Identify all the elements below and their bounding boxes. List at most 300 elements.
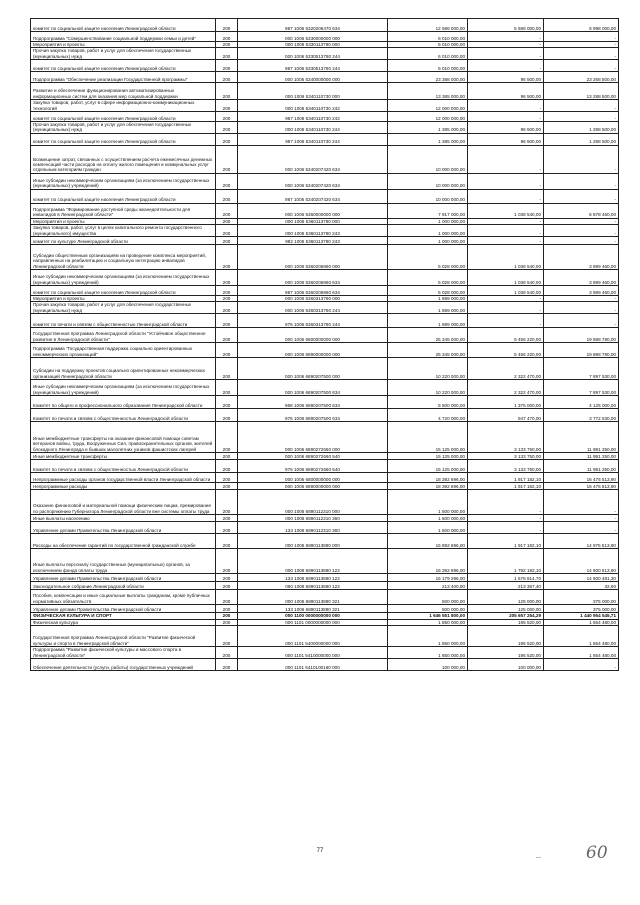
table-row	[31, 83, 619, 100]
cell-c: -	[544, 225, 619, 237]
cell-a: 6 010 000,00	[388, 32, 468, 42]
cell-c: 375 000,00	[544, 590, 619, 605]
cell-name: Подпрограмма "Формирование доступной среды жизнедеятельности для инвалидов в Ленинградской области"	[31, 203, 216, 218]
cell-code: 200	[216, 590, 238, 605]
cell-a: 16 892 696,00	[388, 534, 468, 549]
cell-c: -	[544, 173, 619, 189]
cell-a: 5 500 000,00	[388, 396, 468, 409]
cell-name: Управление делами Правительства Ленинградской области	[31, 522, 216, 534]
cell-b: 1 792 182,10	[468, 549, 544, 574]
cell-kbk: 000 1006 5360000000 000	[238, 203, 388, 218]
cell-code: 200	[216, 32, 238, 42]
cell-name: Комитет по печати и связям с общественностью Ленинградской области	[31, 409, 216, 422]
cell-name: Иные выплаты персоналу государственных (муниципальных) органов, за исключением фонда оплаты труда	[31, 549, 216, 574]
cell-a: 1 850 000,00	[388, 626, 468, 647]
cell-a: 500 000,00	[388, 590, 468, 605]
cell-a: 100 000,00	[388, 659, 468, 671]
cell-kbk: 000 1006 5360206860 000	[238, 245, 388, 270]
cell-a: 1 850 000,00	[388, 619, 468, 625]
cell-code: 200	[216, 515, 238, 522]
cell-name: комитет по социальной защите населения Ленинградской области	[31, 286, 216, 296]
cell-name: комитет по социальной защите населения Ленинградской области	[31, 112, 216, 122]
cell-kbk: 976 1006 6890207500 634	[238, 409, 388, 422]
cell-name: Обеспечение деятельности (услуги, работы) государственных учреждений	[31, 659, 216, 671]
cell-b: 96 500,00	[468, 133, 544, 145]
cell-b: 1 578 814,70	[468, 574, 544, 582]
cell-c: 11 991 250,00	[544, 460, 619, 473]
cell-c: 3 989 460,00	[544, 245, 619, 270]
cell-c: 32,60	[544, 582, 619, 590]
cell-code: 200	[216, 42, 238, 48]
cell-kbk: 987 1006 5340110730 244	[238, 133, 388, 145]
cell-code: 200	[216, 483, 238, 490]
cell-code: 200	[216, 296, 238, 302]
cell-b: -	[468, 522, 544, 534]
cell-code: 200	[216, 343, 238, 358]
cell-code: 200	[216, 122, 238, 134]
table-row	[31, 328, 619, 343]
cell-name: Субсидии общественным организациям на проведение комплекса мероприятий, направленных на реабилитацию и социальную интеграцию инвалидов Ленинградской области	[31, 245, 216, 270]
cell-kbk: 000 1100 0000000000 000	[238, 613, 388, 619]
cell-code: 200	[216, 358, 238, 380]
cell-a: 16 179 296,00	[388, 574, 468, 582]
cell-c: 23 268 500,00	[544, 72, 619, 83]
budget-table	[30, 18, 619, 671]
cell-kbk: 987 1006 5340110730 242	[238, 112, 388, 122]
cell-code: 200	[216, 659, 238, 671]
cell-c: 3 989 460,00	[544, 270, 619, 286]
cell-a: 15 125 000,00	[388, 460, 468, 473]
cell-name: Развитие и обеспечение функционирования автоматизированных информационных систем для оказания мер социальной поддержки	[31, 83, 216, 100]
cell-b: 125 000,00	[468, 590, 544, 605]
cell-a: 25 345 000,00	[388, 328, 468, 343]
cell-b: 195 520,00	[468, 619, 544, 625]
cell-code: 200	[216, 582, 238, 590]
cell-a: 1 889 000,00	[388, 314, 468, 328]
cell-code: 200	[216, 522, 238, 534]
cell-a: 15 125 000,00	[388, 453, 468, 460]
cell-a: 7 917 000,00	[388, 203, 468, 218]
cell-kbk: 000 1006 5340000000 000	[238, 72, 388, 83]
cell-b: 195 520,00	[468, 647, 544, 659]
table-row	[31, 314, 619, 328]
cell-kbk: 982 1006 5360113780 243	[238, 237, 388, 245]
table-row	[31, 358, 619, 380]
cell-a: 1 889 000,00	[388, 296, 468, 302]
cell-a: 1 000 000,00	[388, 225, 468, 237]
cell-kbk: 000 1006 6890112310 000	[238, 490, 388, 515]
cell-b: 2 322 470,00	[468, 380, 544, 396]
table-row	[31, 483, 619, 490]
cell-b: 100 000,00	[468, 659, 544, 671]
cell-c: 11 991 250,00	[544, 422, 619, 453]
cell-c: -	[544, 189, 619, 203]
cell-code: 200	[216, 112, 238, 122]
cell-name: Возмещение затрат, связанных с осуществлением расчета ежемесячных денежных компенсаций части расходов на оплату жилого помещения и коммунальных услуг отдельным категориям граждан	[31, 145, 216, 173]
table-row	[31, 453, 619, 460]
cell-name: комитет по социальной защите населения Ленинградской области	[31, 133, 216, 145]
table-row	[31, 380, 619, 396]
cell-b: -	[468, 42, 544, 48]
cell-name: Оказание финансовой и материальной помощи физическим лицам, премирование по распоряжению Губернатора Ленинградской области вне системы оплаты труда	[31, 490, 216, 515]
cell-name: Мероприятия и проекты	[31, 296, 216, 302]
cell-c: -	[544, 314, 619, 328]
cell-a: 6 010 000,00	[388, 60, 468, 72]
cell-name: комитет по социальной защите населения Ленинградской области	[31, 19, 216, 32]
cell-b: 5 588 000,00	[468, 19, 544, 32]
cell-kbk: 133 1006 6890112310 360	[238, 522, 388, 534]
cell-b: 205 657 254,29	[468, 613, 544, 619]
cell-c: 14 975 513,90	[544, 534, 619, 549]
cell-kbk: 133 1006 6890113880 122	[238, 574, 388, 582]
table-row	[31, 100, 619, 112]
cell-name: Иные выплаты населению	[31, 515, 216, 522]
cell-kbk: 060 1006 6890113880 122	[238, 582, 388, 590]
cell-name: Комитет по печати и связям с общественностью Ленинградской области	[31, 460, 216, 473]
cell-code: 200	[216, 422, 238, 453]
cell-kbk: 000 1006 6800000000 000	[238, 473, 388, 483]
table-row	[31, 574, 619, 582]
cell-name: Прочая закупка товаров, работ и услуг для обеспечения государственных (муниципальных) нужд	[31, 48, 216, 60]
cell-c: -	[544, 145, 619, 173]
cell-name: Прочая закупка товаров, работ и услуг для обеспечения государственных (муниципальных) нужд	[31, 302, 216, 314]
cell-c: 19 888 780,00	[544, 343, 619, 358]
cell-name: комитет по социальной защите населения Ленинградской области	[31, 189, 216, 203]
table-row	[31, 302, 619, 314]
cell-kbk: 987 1006 5360206860 634	[238, 286, 388, 296]
cell-b: -	[468, 100, 544, 112]
cell-c: 14 600 481,30	[544, 574, 619, 582]
table-row	[31, 626, 619, 647]
cell-name: комитет по культуре Ленинградской области	[31, 237, 216, 245]
cell-name: Государственная программа Ленинградской области "Устойчивое общественное развитие в Ленинградской области"	[31, 328, 216, 343]
cell-c: 1 654 480,00	[544, 647, 619, 659]
cell-a: 1 500 000,00	[388, 515, 468, 522]
table-row	[31, 237, 619, 245]
cell-name: Пособия, компенсации и иные социальные выплаты гражданам, кроме публичных нормативных обязательств	[31, 590, 216, 605]
cell-a: 10 000 000,00	[388, 173, 468, 189]
cell-b: -	[468, 48, 544, 60]
cell-name: Иные межбюджетные трансферты на оказание финансовой помощи советам ветеранов войны, труда, Вооруженных Сил, правоохранительных органов, жителей блокадного Ленинграда и бывших малолетних узников фашистских лагерей	[31, 422, 216, 453]
cell-b: 96 500,00	[468, 122, 544, 134]
cell-name: Подпрограмма "Совершенствование социальной поддержки семьи и детей"	[31, 32, 216, 42]
cell-kbk: 000 1006 6890000000 000	[238, 343, 388, 358]
table-row	[31, 72, 619, 83]
table-row	[31, 549, 619, 574]
cell-c: 1 288 500,00	[544, 133, 619, 145]
cell-code: 200	[216, 173, 238, 189]
cell-code: 200	[216, 380, 238, 396]
cell-b: 1 917 182,10	[468, 473, 544, 483]
cell-c: 1 440 954 545,71	[544, 613, 619, 619]
table-row	[31, 582, 619, 590]
cell-name: Государственная программа Ленинградской области "Развитие физической культуры и спорта в Ленинградской области"	[31, 626, 216, 647]
cell-c: 16 475 513,90	[544, 483, 619, 490]
cell-kbk: 000 1006 6890272660 000	[238, 422, 388, 453]
cell-a: 1 385 000,00	[388, 133, 468, 145]
cell-a: 18 392 696,00	[388, 473, 468, 483]
table-row	[31, 490, 619, 515]
cell-name: Закупка товаров, работ, услуг в целях капитального ремонта государственного (муниципального) имущества	[31, 225, 216, 237]
cell-c: 13 288 500,00	[544, 83, 619, 100]
cell-name: комитет по печати и связям с общественностью Ленинградской области	[31, 314, 216, 328]
cell-kbk: 000 1006 5340110730 244	[238, 122, 388, 134]
table-row	[31, 60, 619, 72]
cell-a: 16 392 696,00	[388, 549, 468, 574]
cell-c: 7 897 530,00	[544, 380, 619, 396]
cell-code: 200	[216, 48, 238, 60]
cell-b: 947 470,00	[468, 409, 544, 422]
cell-b: 1 038 540,00	[468, 203, 544, 218]
cell-kbk: 987 1006 5340207420 634	[238, 189, 388, 203]
cell-b: -	[468, 32, 544, 42]
cell-code: 200	[216, 189, 238, 203]
cell-a: 1 646 551 800,00	[388, 613, 468, 619]
cell-b: -	[468, 314, 544, 328]
cell-code: 200	[216, 237, 238, 245]
cell-code: 200	[216, 83, 238, 100]
cell-b: 125 000,00	[468, 605, 544, 613]
cell-kbk: 987 1006 5330513780 244	[238, 60, 388, 72]
cell-a: 10 000 000,00	[388, 145, 468, 173]
cell-code: 200	[216, 605, 238, 613]
cell-kbk: 000 1006 5330113780 000	[238, 42, 388, 48]
cell-kbk: 987 1006 5320206470 634	[238, 19, 388, 32]
cell-name: Управление делами Правительства Ленинградской области	[31, 605, 216, 613]
cell-b: -	[468, 225, 544, 237]
table-row	[31, 122, 619, 134]
cell-name: Иные межбюджетные трансферты	[31, 453, 216, 460]
cell-code: 200	[216, 647, 238, 659]
cell-kbk: 000 1006 6890272660 540	[238, 453, 388, 460]
cell-a: 4 720 000,00	[388, 409, 468, 422]
cell-b: 213 367,40	[468, 582, 544, 590]
table-row	[31, 133, 619, 145]
cell-kbk: 133 1006 6890113880 321	[238, 605, 388, 613]
cell-name: Закупка товаров, работ, услуг в сфере информационно-коммуникационных технологий	[31, 100, 216, 112]
cell-kbk: 000 1006 5340207420 634	[238, 173, 388, 189]
cell-a: 1 889 000,00	[388, 302, 468, 314]
cell-c: -	[544, 659, 619, 671]
cell-name: Подпрограмма "Государственная поддержка социально ориентированных некоммерческих организаций"	[31, 343, 216, 358]
table-row	[31, 19, 619, 32]
cell-c: -	[544, 522, 619, 534]
cell-b: 3 133 750,00	[468, 422, 544, 453]
cell-b: 96 500,00	[468, 83, 544, 100]
cell-b: -	[468, 218, 544, 224]
cell-name: Иные субсидии некоммерческим организациям (за исключением государственных (муниципальных) учреждений)	[31, 173, 216, 189]
table-row	[31, 343, 619, 358]
cell-a: 18 392 696,00	[388, 483, 468, 490]
cell-code: 200	[216, 133, 238, 145]
cell-kbk: 976 1006 5360313780 244	[238, 314, 388, 328]
dash-mark: —	[536, 855, 541, 861]
cell-c: 4 125 000,00	[544, 396, 619, 409]
cell-kbk: 000 1006 5340207420 634	[238, 145, 388, 173]
table-row	[31, 422, 619, 453]
cell-c: -	[544, 42, 619, 48]
table-row	[31, 534, 619, 549]
cell-b: 5 456 220,00	[468, 343, 544, 358]
cell-code: 200	[216, 60, 238, 72]
cell-c: -	[544, 490, 619, 515]
cell-code: 200	[216, 534, 238, 549]
cell-c: 6 878 460,00	[544, 203, 619, 218]
cell-code: 200	[216, 490, 238, 515]
cell-code: 200	[216, 203, 238, 218]
cell-kbk: 000 1006 5360113780 000	[238, 218, 388, 224]
cell-c: -	[544, 32, 619, 42]
cell-b: 3 133 750,00	[468, 453, 544, 460]
table-row	[31, 647, 619, 659]
cell-a: 15 125 000,00	[388, 422, 468, 453]
cell-code: 200	[216, 328, 238, 343]
cell-a: 5 028 000,00	[388, 245, 468, 270]
cell-c: -	[544, 515, 619, 522]
report-sheet	[30, 18, 618, 671]
cell-a: 1 500 000,00	[388, 490, 468, 515]
table-row	[31, 32, 619, 42]
cell-code: 200	[216, 549, 238, 574]
table-row	[31, 270, 619, 286]
cell-code: 200	[216, 100, 238, 112]
cell-kbk: 000 1006 6890113880 000	[238, 534, 388, 549]
cell-c: 1 654 480,00	[544, 619, 619, 625]
cell-kbk: 000 1006 5360313780 000	[238, 296, 388, 302]
table-row	[31, 460, 619, 473]
cell-c: -	[544, 237, 619, 245]
cell-b: -	[468, 490, 544, 515]
cell-name: Субсидии на поддержку проектов социально ориентированных некоммерческих организаций Ленинградской области	[31, 358, 216, 380]
table-row	[31, 112, 619, 122]
cell-name: Непрограммные расходы	[31, 483, 216, 490]
cell-kbk: 000 1101 5410100160 000	[238, 659, 388, 671]
cell-code: 200	[216, 286, 238, 296]
cell-b: -	[468, 189, 544, 203]
cell-c: 19 888 780,00	[544, 328, 619, 343]
cell-b: 1 038 540,00	[468, 270, 544, 286]
cell-b: 1 038 540,00	[468, 245, 544, 270]
cell-code: 200	[216, 270, 238, 286]
table-row	[31, 189, 619, 203]
cell-c: -	[544, 296, 619, 302]
cell-a: 25 345 000,00	[388, 343, 468, 358]
cell-code: 200	[216, 619, 238, 625]
cell-a: 23 388 000,00	[388, 72, 468, 83]
cell-b: -	[468, 302, 544, 314]
cell-b: -	[468, 145, 544, 173]
cell-b: -	[468, 112, 544, 122]
cell-a: 1 385 000,00	[388, 122, 468, 134]
cell-kbk: 000 1006 5340110730 000	[238, 83, 388, 100]
cell-c: 14 600 513,90	[544, 549, 619, 574]
cell-name: Мероприятия и проекты	[31, 218, 216, 224]
cell-c: 3 772 530,00	[544, 409, 619, 422]
cell-a: 10 000 000,00	[388, 189, 468, 203]
cell-c: -	[544, 48, 619, 60]
cell-b: 5 456 220,00	[468, 328, 544, 343]
cell-code: 200	[216, 314, 238, 328]
table-row	[31, 605, 619, 613]
cell-a: 10 220 000,00	[388, 380, 468, 396]
cell-code: 200	[216, 613, 238, 619]
cell-code: 200	[216, 72, 238, 83]
cell-b: 1 038 540,00	[468, 286, 544, 296]
cell-code: 200	[216, 245, 238, 270]
table-row	[31, 145, 619, 173]
cell-kbk: 000 1006 6890000000 000	[238, 483, 388, 490]
cell-kbk: 000 1006 5360313780 244	[238, 302, 388, 314]
cell-a: 6 010 000,00	[388, 48, 468, 60]
cell-kbk: 000 1006 5360113780 243	[238, 225, 388, 237]
table-row	[31, 515, 619, 522]
handwritten-page-mark: 60	[586, 843, 608, 863]
cell-kbk: 000 1006 5340110730 242	[238, 100, 388, 112]
page-number: 77	[316, 848, 324, 854]
cell-a: 12 000 000,00	[388, 112, 468, 122]
cell-b: -	[468, 515, 544, 522]
table-row	[31, 48, 619, 60]
cell-c: -	[544, 218, 619, 224]
cell-c: -	[544, 60, 619, 72]
cell-c: 11 991 250,00	[544, 453, 619, 460]
cell-name: Подпрограмма "Обеспечение реализации Государственной программы"	[31, 72, 216, 83]
cell-code: 200	[216, 626, 238, 647]
cell-a: 213 400,00	[388, 582, 468, 590]
cell-name: Подпрограмма "Развитие физической культуры и массового спорта в Ленинградской области"	[31, 647, 216, 659]
cell-code: 200	[216, 453, 238, 460]
cell-c: 375 000,00	[544, 605, 619, 613]
table-row	[31, 203, 619, 218]
cell-code: 200	[216, 473, 238, 483]
cell-name: Непрограммные расходы органов государственной власти Ленинградской области	[31, 473, 216, 483]
table-row	[31, 522, 619, 534]
cell-kbk: 000 1006 6800000000 000	[238, 328, 388, 343]
cell-c: 1 288 500,00	[544, 122, 619, 134]
cell-kbk: 000 1101 5410000000 000	[238, 647, 388, 659]
cell-a: 13 385 000,00	[388, 83, 468, 100]
cell-kbk: 000 1006 6890207500 000	[238, 358, 388, 380]
cell-a: 5 028 000,00	[388, 270, 468, 286]
cell-a: 500 000,00	[388, 605, 468, 613]
cell-name: Комитет по общего и профессионального образования Ленинградской области	[31, 396, 216, 409]
cell-kbk: 968 1006 6890207500 634	[238, 396, 388, 409]
cell-c: -	[544, 302, 619, 314]
cell-name: Управление делами Правительства Ленинградской области	[31, 574, 216, 582]
cell-name: Расходы на обеспечение гарантий по государственной гражданской службе	[31, 534, 216, 549]
cell-a: 1 850 000,00	[388, 647, 468, 659]
cell-kbk: 000 1006 5330000000 000	[238, 32, 388, 42]
cell-kbk: 000 1006 6890113880 122	[238, 549, 388, 574]
cell-kbk: 000 1006 5330513780 244	[238, 48, 388, 60]
table-row	[31, 173, 619, 189]
cell-kbk: 000 1101 0000000000 000	[238, 619, 388, 625]
cell-code: 200	[216, 460, 238, 473]
cell-code: 200	[216, 218, 238, 224]
table-row	[31, 590, 619, 605]
cell-b: -	[468, 296, 544, 302]
table-row	[31, 659, 619, 671]
cell-a: 5 028 000,00	[388, 286, 468, 296]
cell-kbk: 000 1006 5360206860 634	[238, 270, 388, 286]
cell-name: Мероприятия и проекты	[31, 42, 216, 48]
cell-a: 12 586 000,00	[388, 19, 468, 32]
cell-a: 10 220 000,00	[388, 358, 468, 380]
cell-b: 1 917 182,10	[468, 534, 544, 549]
cell-name: Законодательное собрание Ленинградской области	[31, 582, 216, 590]
cell-name: ФИЗИЧЕСКАЯ КУЛЬТУРА И СПОРТ	[31, 613, 216, 619]
cell-c: -	[544, 112, 619, 122]
